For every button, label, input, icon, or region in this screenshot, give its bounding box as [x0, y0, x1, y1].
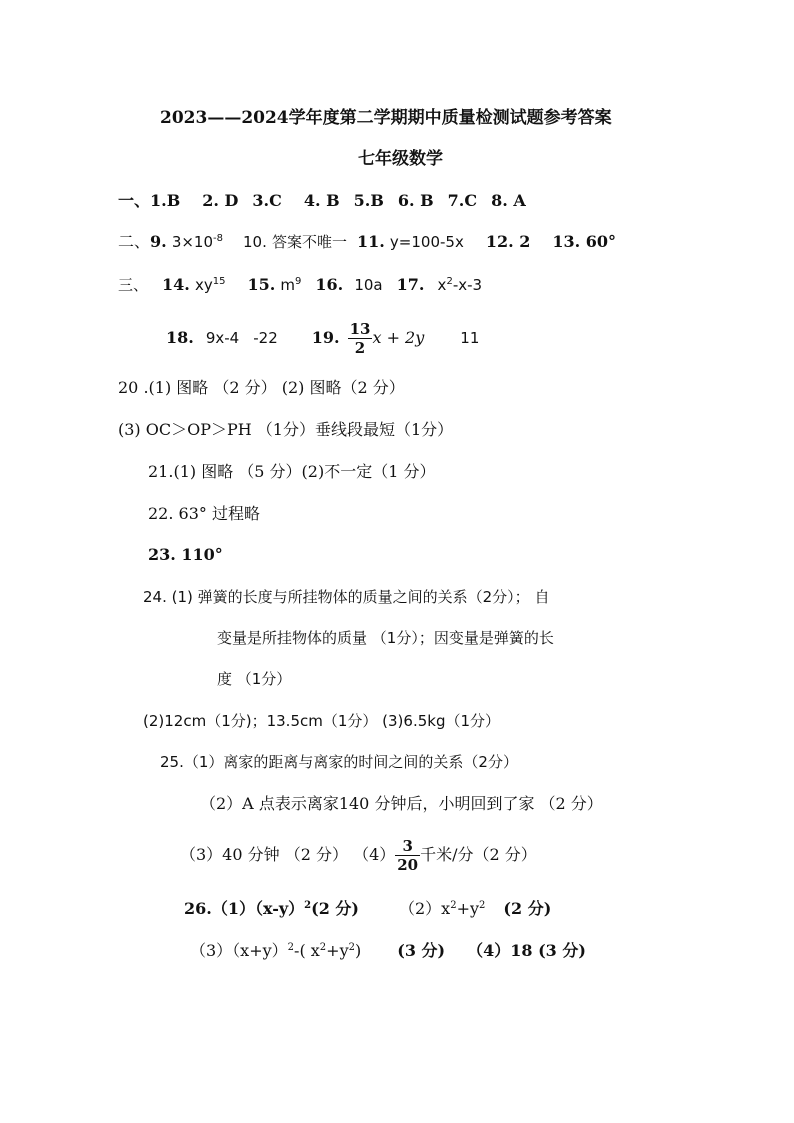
- q16-answer: 10a: [354, 276, 383, 294]
- section-1-answers: [118, 191, 526, 211]
- q25-speed-fraction: $\frac{3}{20}$: [397, 836, 419, 874]
- q19-expression: x + 2y: [372, 328, 425, 347]
- section-3-answers-row2: [166, 316, 479, 360]
- q25-line-3: [180, 832, 537, 878]
- section-3-answers: [118, 275, 482, 295]
- q9-number: 9.: [150, 232, 167, 251]
- section-1-label: 一、: [118, 191, 151, 210]
- section-3-label: 三、: [118, 276, 149, 294]
- q23-answer: 23. 110°: [148, 545, 223, 564]
- q25-line-2: （2）A 点表示离家140 分钟后，小明回到了家 （2 分）: [200, 794, 603, 813]
- q13-answer: 13. 60°: [552, 232, 617, 251]
- q21-answer: 21.(1) 图略 （5 分）(2)不一定（1 分）: [148, 462, 436, 481]
- answer-6: 6. B: [397, 191, 434, 210]
- q18-answer-b: -22: [253, 329, 278, 347]
- q9-answer: $3\times 10^{-8}$: [171, 233, 223, 251]
- q26-part-2: $(2)x^2+y^2$: [399, 899, 486, 918]
- q25-part-3-4: （3）40 分钟 （2 分） （4）: [180, 845, 396, 864]
- q24-line-2: 变量是所挂物体的质量 （1分）；因变量是弹簧的长: [217, 629, 554, 647]
- q11-answer: y=100-5x: [389, 233, 464, 251]
- answer-2: 2. D: [202, 191, 239, 210]
- q12-answer: 12. 2: [485, 232, 531, 251]
- q26-line-2: [190, 941, 586, 961]
- q26-part-1: $26.(1)(x-y)^2(2$ 分): [184, 899, 359, 918]
- answer-4: 4. B: [303, 191, 340, 210]
- q26-part-4: （4）18 (3 分): [467, 941, 586, 960]
- q19-answer-b: 11: [460, 329, 480, 347]
- q20-line-2: (3) OC＞OP＞PH （1分）垂线段最短（1分）: [118, 420, 454, 439]
- q19-fraction: $\frac{13}{2}$: [349, 319, 371, 357]
- q10-number: 10.: [243, 233, 267, 251]
- page-title: 2023——2024学年度第二学期期中质量检测试题参考答案: [160, 108, 612, 128]
- q26-line-1: [184, 899, 551, 919]
- q17-answer: $x^2-x-3$: [437, 276, 483, 294]
- answer-8: 8. A: [491, 191, 526, 210]
- q25-speed-unit: 千米/分（2 分）: [420, 845, 537, 864]
- q22-answer: 22. 63° 过程略: [148, 504, 260, 523]
- answer-5: 5.B: [353, 191, 384, 210]
- q24-line-3: 度 （1分）: [217, 670, 292, 688]
- q26-part-3-score: (3 分): [397, 941, 446, 960]
- q14-number: 14.: [162, 275, 190, 294]
- q14-answer: $xy^{15}$: [194, 276, 226, 294]
- q11-number: 11.: [356, 232, 385, 251]
- section-2-label: 二、: [118, 232, 151, 251]
- section-2-answers: [118, 232, 616, 252]
- q18-answer-a: 9x-4: [205, 329, 240, 347]
- answer-3: 3.C: [252, 191, 282, 210]
- answer-7: 7.C: [447, 191, 478, 210]
- q24-line-1: 24. (1) 弹簧的长度与所挂物体的质量之间的关系（2分）； 自: [143, 588, 550, 606]
- q19-number: 19.: [311, 328, 340, 347]
- q20-line-1: 20 .(1) 图略 （2 分） (2) 图略（2 分）: [118, 378, 405, 397]
- q15-answer: $m^9$: [280, 276, 302, 294]
- q26-part-2-score: (2 分): [503, 899, 552, 918]
- q10-answer: 答案不唯一: [271, 233, 347, 251]
- q18-number: 18.: [166, 328, 194, 347]
- answer-1: 1.B: [150, 191, 181, 210]
- q17-number: 17.: [396, 275, 425, 294]
- page-subtitle: 七年级数学: [358, 149, 443, 169]
- q26-part-3: $(3)(x+y)^2-$( $x^2+y^2$): [190, 941, 362, 960]
- q24-line-4: (2)12cm（1分)；13.5cm（1分） (3)6.5kg（1分）: [143, 712, 501, 730]
- q16-number: 16.: [315, 275, 344, 294]
- q15-number: 15.: [247, 275, 276, 294]
- q25-line-1: 25.（1）离家的距离与离家的时间之间的关系（2分）: [160, 753, 518, 771]
